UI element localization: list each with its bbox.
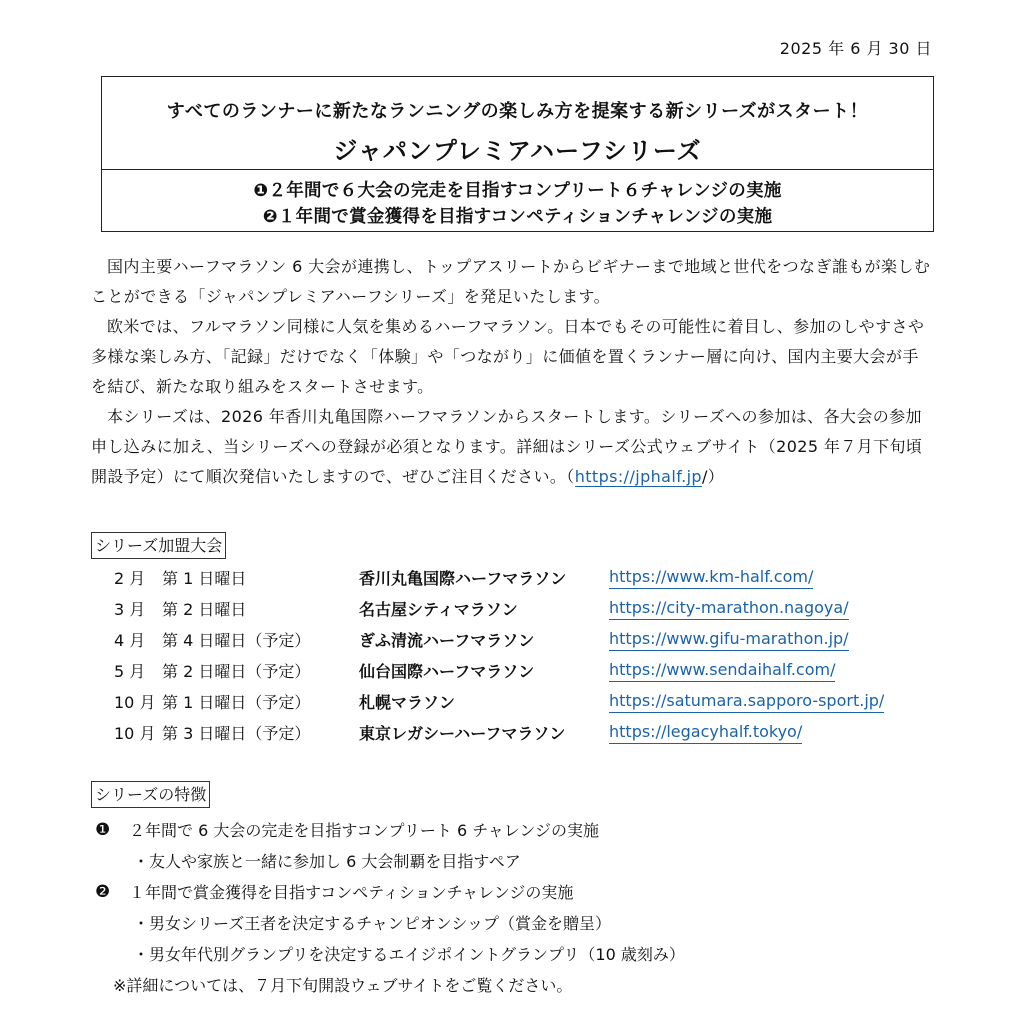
headline-lead: すべてのランナーに新たなランニングの楽しみ方を提案する新シリーズがスタート！: [166, 101, 869, 122]
race-day: 第 1 日曜日（予定）: [162, 693, 311, 712]
race-name: ぎふ清流ハーフマラソン: [359, 631, 535, 650]
features-section-label: シリーズの特徴: [91, 781, 210, 808]
document-date: 2025 年 6 月 30 日: [779, 39, 932, 58]
headline-point-2: ❷１年間で賞金獲得を目指すコンペティションチャレンジの実施: [262, 207, 773, 227]
official-site-link[interactable]: https://jphalf.jp: [574, 467, 702, 486]
intro-paragraph-3-text: 本シリーズは、2026 年香川丸亀国際ハーフマラソンからスタートします。シリーズへの参加は、各大会の参加申し込みに加え、当シリーズへの登録が必須となります。詳細はシリーズ公式ウェブサイト（2025 年７月下旬頃開設予定）にて順次発信いたしますので、ぜひご注目ください。（: [91, 407, 923, 486]
race-name: 札幌マラソン: [359, 693, 456, 712]
headline-points: [102, 170, 933, 230]
bullet-2-icon: ❷: [95, 882, 111, 902]
race-url-link[interactable]: https://city-marathon.nagoya/: [609, 597, 849, 620]
race-month: 2 月: [114, 569, 146, 588]
feature-1: ２年間で 6 大会の完走を目指すコンプリート 6 チャレンジの実施: [129, 821, 599, 840]
feature-2: １年間で賞金獲得を目指すコンペティションチャレンジの実施: [129, 883, 574, 902]
intro-paragraph-3: [91, 402, 933, 492]
race-day: 第 2 日曜日（予定）: [162, 662, 311, 681]
headline-point-1: ❶２年間で６大会の完走を目指すコンプリート６チャレンジの実施: [253, 181, 782, 201]
race-url-link[interactable]: https://legacyhalf.tokyo/: [609, 721, 802, 744]
race-month: 4 月: [114, 631, 146, 650]
race-name: 香川丸亀国際ハーフマラソン: [359, 569, 567, 588]
bullet-1-icon: ❶: [95, 820, 111, 840]
race-month: 3 月: [114, 600, 146, 619]
race-month: 5 月: [114, 662, 146, 681]
race-day: 第 2 日曜日: [162, 600, 247, 619]
race-name: 名古屋シティマラソン: [359, 600, 518, 619]
race-name: 仙台国際ハーフマラソン: [359, 662, 535, 681]
headline-box: [101, 76, 934, 232]
details-note: ※詳細については、７月下旬開設ウェブサイトをご覧ください。: [113, 976, 573, 995]
series-title: ジャパンプレミアハーフシリーズ: [333, 137, 702, 165]
intro-paragraph-1: 国内主要ハーフマラソン 6 大会が連携し、トップアスリートからビギナーまで地域と世代をつなぎ誰もが楽しむことができる「ジャパンプレミアハーフシリーズ」を発足いたします。: [91, 257, 931, 306]
race-name: 東京レガシーハーフマラソン: [359, 724, 566, 743]
race-day: 第 3 日曜日（予定）: [162, 724, 311, 743]
race-day: 第 1 日曜日: [162, 569, 247, 588]
intro-paragraph-3-end: /）: [702, 467, 725, 486]
race-url-link[interactable]: https://satumara.sapporo-sport.jp/: [609, 690, 884, 713]
race-month: 10 月: [114, 724, 156, 743]
intro-paragraph-2: 欧米では、フルマラソン同様に人気を集めるハーフマラソン。日本でもその可能性に着目し、参加のしやすさや多様な楽しみ方、「記録」だけでなく「体験」や「つながり」に価値を置くランナー層に向け、国内主要大会が手を結び、新たな取り組みをスタートさせます。: [91, 317, 925, 396]
feature-2-detail-2: ・男女年代別グランプリを決定するエイジポイントグランプリ（10 歳刻み）: [133, 945, 685, 964]
headline-top: [102, 77, 933, 170]
feature-2-detail-1: ・男女シリーズ王者を決定するチャンピオンシップ（賞金を贈呈）: [133, 914, 612, 933]
intro-section: [91, 252, 933, 492]
races-section-label: シリーズ加盟大会: [91, 532, 226, 559]
feature-1-detail: ・友人や家族と一緒に参加し 6 大会制覇を目指すペア: [133, 852, 521, 871]
race-url-link[interactable]: https://www.gifu-marathon.jp/: [609, 628, 849, 651]
race-url-link[interactable]: https://www.sendaihalf.com/: [609, 659, 835, 682]
race-url-link[interactable]: https://www.km-half.com/: [609, 566, 813, 589]
race-day: 第 4 日曜日（予定）: [162, 631, 311, 650]
race-month: 10 月: [114, 693, 156, 712]
